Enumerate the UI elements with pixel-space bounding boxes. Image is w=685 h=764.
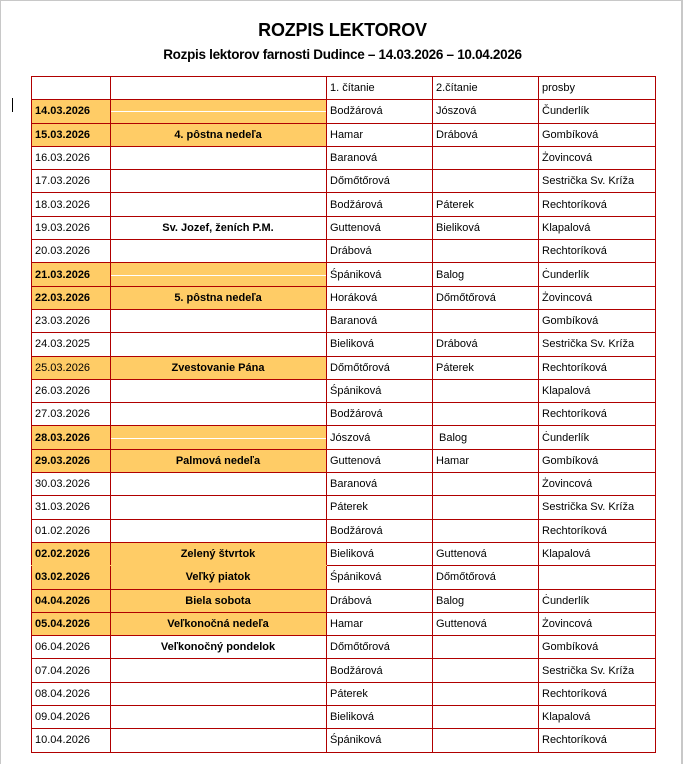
prayers-cell-text: Ċunderlík — [542, 431, 590, 444]
occasion-cell[interactable] — [111, 309, 327, 332]
prayers-cell[interactable] — [539, 706, 656, 729]
occasion-cell[interactable] — [111, 146, 327, 169]
occasion-cell[interactable] — [111, 240, 327, 263]
occasion-cell[interactable] — [111, 659, 327, 682]
reading-1-cell-text: Bodžárová — [330, 664, 383, 677]
prayers-cell-text: Gombíková — [542, 128, 599, 141]
table-header-row — [32, 77, 656, 100]
reading-1-cell[interactable] — [327, 729, 433, 752]
reading-2-cell-text: Bieliková — [436, 221, 481, 234]
table-row — [32, 216, 656, 239]
prayers-cell[interactable] — [539, 146, 656, 169]
reading-2-cell[interactable] — [433, 216, 539, 239]
date-cell[interactable] — [32, 566, 111, 589]
reading-2-cell-text: Jószová — [436, 105, 477, 118]
table-row — [32, 542, 656, 565]
date-cell[interactable] — [32, 170, 111, 193]
date-cell-text: 10.04.2026 — [35, 734, 91, 747]
table-row — [32, 403, 656, 426]
occasion-cell[interactable] — [111, 612, 327, 635]
prayers-cell-text: Klapalová — [542, 385, 591, 397]
prayers-cell[interactable] — [539, 729, 656, 752]
date-cell[interactable] — [32, 612, 111, 635]
date-cell[interactable] — [32, 146, 111, 169]
prayers-cell[interactable] — [539, 403, 656, 426]
prayers-cell[interactable] — [539, 566, 656, 589]
reading-2-cell[interactable] — [433, 542, 539, 565]
reading-1-cell-text: Páterek — [330, 501, 368, 514]
reading-1-cell[interactable] — [327, 682, 433, 705]
prayers-cell[interactable] — [539, 356, 656, 379]
occasion-cell[interactable] — [111, 333, 327, 356]
table-row — [32, 100, 656, 123]
reading-2-cell[interactable] — [433, 333, 539, 356]
table-row — [32, 636, 656, 659]
reading-2-cell[interactable] — [433, 123, 539, 146]
date-cell-text: 01.02.2026 — [35, 524, 91, 537]
reading-1-cell-text: Śpániková — [330, 734, 382, 747]
prayers-cell[interactable] — [539, 612, 656, 635]
date-cell-text: 05.04.2026 — [35, 617, 91, 630]
prayers-cell[interactable] — [539, 240, 656, 263]
occasion-cell[interactable] — [111, 566, 327, 589]
date-cell-text: 06.04.2026 — [35, 641, 91, 654]
reading-2-cell[interactable] — [433, 589, 539, 612]
date-cell-text: 15.03.2026 — [35, 128, 91, 141]
prayers-cell-text: Klapalová — [542, 548, 591, 561]
reading-2-cell-text: Dőmőtőrová — [436, 291, 496, 304]
header-prayers[interactable]: prosby — [539, 77, 656, 100]
occasion-cell-text: Biela sobota — [185, 594, 251, 607]
reading-1-cell[interactable] — [327, 426, 433, 449]
reading-1-cell-text: Śpániková — [330, 571, 382, 584]
occasion-cell[interactable] — [111, 542, 327, 565]
prayers-cell[interactable] — [539, 379, 656, 402]
prayers-cell-text: Gombíková — [542, 315, 599, 328]
reading-2-cell[interactable] — [433, 729, 539, 752]
table-row — [32, 170, 656, 193]
prayers-cell[interactable] — [539, 100, 656, 123]
reading-2-cell[interactable] — [433, 612, 539, 635]
occasion-cell[interactable] — [111, 682, 327, 705]
occasion-cell[interactable] — [111, 263, 327, 286]
reading-2-cell[interactable] — [433, 379, 539, 402]
reading-1-cell[interactable] — [327, 333, 433, 356]
occasion-cell[interactable] — [111, 193, 327, 216]
reading-1-cell[interactable] — [327, 240, 433, 263]
prayers-cell-text: Rechtoríková — [542, 245, 607, 258]
date-cell[interactable] — [32, 636, 111, 659]
date-cell[interactable] — [32, 729, 111, 752]
reading-1-cell-text: Páterek — [330, 687, 368, 700]
reading-1-cell[interactable] — [327, 123, 433, 146]
date-cell[interactable] — [32, 216, 111, 239]
date-cell[interactable] — [32, 100, 111, 123]
reading-1-cell[interactable] — [327, 216, 433, 239]
reading-1-cell[interactable] — [327, 403, 433, 426]
occasion-cell-text: 4. pôstna nedeľa — [174, 128, 262, 141]
reading-2-cell[interactable] — [433, 636, 539, 659]
reading-1-cell-text: Guttenová — [330, 454, 381, 467]
date-cell[interactable] — [32, 333, 111, 356]
date-cell-text: 07.04.2026 — [35, 664, 91, 677]
occasion-cell-text: Zvestovanie Pána — [171, 361, 265, 374]
reading-2-cell-text: Páterek — [436, 361, 474, 374]
table-row — [32, 379, 656, 402]
date-cell-text: 31.03.2026 — [35, 501, 91, 514]
prayers-cell-text: Żovincová — [542, 617, 593, 630]
occasion-cell-text: Veľkonočná nedeľa — [167, 617, 269, 630]
reading-2-cell[interactable] — [433, 263, 539, 286]
lector-schedule-table — [31, 76, 656, 753]
table-row — [32, 240, 656, 263]
table-row — [32, 193, 656, 216]
table-row — [32, 473, 656, 496]
table-row — [32, 496, 656, 519]
reading-2-cell[interactable] — [433, 193, 539, 216]
date-cell-text: 25.03.2026 — [35, 361, 91, 374]
prayers-cell[interactable] — [539, 589, 656, 612]
reading-2-cell[interactable] — [433, 309, 539, 332]
reading-1-cell[interactable] — [327, 170, 433, 193]
date-cell-text: 03.02.2026 — [35, 571, 91, 584]
date-cell-text: 21.03.2026 — [35, 268, 91, 281]
date-cell-text: 02.02.2026 — [35, 548, 91, 561]
reading-1-cell[interactable] — [327, 636, 433, 659]
prayers-cell[interactable] — [539, 286, 656, 309]
reading-2-cell-text: Balog — [439, 431, 468, 444]
reading-2-cell-text: Balog — [436, 594, 465, 607]
reading-1-cell-text: Hamar — [330, 617, 364, 630]
prayers-cell[interactable] — [539, 426, 656, 449]
reading-2-cell[interactable] — [433, 286, 539, 309]
date-cell[interactable] — [32, 286, 111, 309]
prayers-cell[interactable] — [539, 473, 656, 496]
prayers-cell-text: Sestrička Sv. Kríža — [542, 664, 635, 677]
prayers-cell-text: Klapalová — [542, 711, 591, 724]
prayers-cell[interactable] — [539, 519, 656, 542]
reading-2-cell[interactable] — [433, 426, 539, 449]
table-row — [32, 426, 656, 449]
reading-1-cell-text: Bodžárová — [330, 408, 383, 421]
prayers-cell-text: Gombíková — [542, 641, 599, 654]
header-reading-1[interactable]: 1. čítanie — [327, 77, 433, 100]
reading-2-cell[interactable] — [433, 496, 539, 519]
date-cell-text: 30.03.2026 — [35, 478, 91, 491]
table-row — [32, 682, 656, 705]
date-cell-text: 19.03.2026 — [35, 221, 91, 234]
date-cell[interactable] — [32, 519, 111, 542]
reading-1-cell-text: Drábová — [330, 594, 372, 607]
table-row — [32, 356, 656, 379]
date-cell[interactable] — [32, 123, 111, 146]
table-row — [32, 263, 656, 286]
table-row — [32, 146, 656, 169]
date-cell[interactable] — [32, 309, 111, 332]
occasion-cell[interactable] — [111, 100, 327, 123]
occasion-cell-text: Sv. Jozef, ženích P.M. — [162, 221, 274, 234]
header-reading-2[interactable]: 2.čítanie — [433, 77, 539, 100]
reading-1-cell[interactable] — [327, 542, 433, 565]
date-cell-text: 04.04.2026 — [35, 594, 91, 607]
reading-1-cell-text: Śpániková — [330, 385, 382, 397]
reading-2-cell-text: Páterek — [436, 198, 474, 211]
reading-1-cell[interactable] — [327, 519, 433, 542]
date-cell[interactable] — [32, 403, 111, 426]
prayers-cell-text: Żovincová — [542, 478, 593, 491]
prayers-cell-text: Sestrička Sv. Kríža — [542, 175, 635, 188]
document-subtitle: Rozpis lektorov farnosti Dudince – 14.03.2026 – 10.04.2026 — [163, 47, 522, 62]
reading-2-cell-text: Hamar — [436, 454, 470, 467]
reading-2-cell[interactable] — [433, 356, 539, 379]
reading-1-cell[interactable] — [327, 309, 433, 332]
occasion-cell[interactable] — [111, 473, 327, 496]
date-cell-text: 23.03.2026 — [35, 315, 91, 328]
table-row — [32, 309, 656, 332]
reading-1-cell[interactable] — [327, 100, 433, 123]
prayers-cell-text: Rechtoríková — [542, 361, 607, 374]
prayers-cell[interactable] — [539, 659, 656, 682]
reading-1-cell[interactable] — [327, 286, 433, 309]
table-row — [32, 286, 656, 309]
date-cell-text: 17.03.2026 — [35, 175, 91, 188]
occasion-cell[interactable] — [111, 589, 327, 612]
reading-1-cell-text: Jószová — [330, 431, 371, 444]
date-cell-text: 09.04.2026 — [35, 711, 91, 724]
text-cursor — [12, 98, 13, 112]
date-cell-text: 18.03.2026 — [35, 198, 91, 211]
occasion-cell[interactable] — [111, 706, 327, 729]
occasion-cell-text: Veľký piatok — [185, 571, 251, 584]
date-cell[interactable] — [32, 193, 111, 216]
occasion-cell[interactable] — [111, 636, 327, 659]
reading-1-cell[interactable] — [327, 263, 433, 286]
prayers-cell[interactable] — [539, 193, 656, 216]
occasion-cell-text: 5. pôstna nedeľa — [174, 291, 262, 304]
reading-1-cell-text: Dőmőtőrová — [330, 361, 390, 374]
date-cell[interactable] — [32, 682, 111, 705]
reading-2-cell[interactable] — [433, 170, 539, 193]
occasion-cell[interactable] — [111, 286, 327, 309]
table-row — [32, 449, 656, 472]
occasion-cell[interactable] — [111, 519, 327, 542]
reading-1-cell[interactable] — [327, 193, 433, 216]
occasion-cell-text: Veľkonočný pondelok — [160, 641, 276, 654]
date-cell-text: 26.03.2026 — [35, 385, 91, 397]
reading-1-cell-text: Bodžárová — [330, 524, 383, 537]
reading-2-cell-text: Guttenová — [436, 548, 487, 561]
reading-2-cell-text: Drábová — [436, 338, 478, 351]
date-cell[interactable] — [32, 589, 111, 612]
reading-2-cell[interactable] — [433, 100, 539, 123]
table-body — [32, 100, 656, 752]
date-cell[interactable] — [32, 356, 111, 379]
occasion-cell[interactable] — [111, 216, 327, 239]
reading-1-cell-text: Baranová — [330, 315, 378, 328]
prayers-cell[interactable] — [539, 309, 656, 332]
reading-1-cell[interactable] — [327, 379, 433, 402]
date-cell-text: 20.03.2026 — [35, 245, 91, 258]
occasion-cell[interactable] — [111, 449, 327, 472]
occasion-cell[interactable] — [111, 356, 327, 379]
reading-1-cell-text: Horáková — [330, 291, 378, 304]
prayers-cell[interactable] — [539, 333, 656, 356]
prayers-cell-text: Klapalová — [542, 221, 591, 234]
prayers-cell[interactable] — [539, 123, 656, 146]
prayers-cell-text: Rechtoríková — [542, 524, 607, 537]
prayers-cell-text: Żovincová — [542, 291, 593, 304]
date-cell-text: 08.04.2026 — [35, 687, 91, 700]
reading-1-cell[interactable] — [327, 146, 433, 169]
prayers-cell-text: Sestrička Sv. Kríža — [542, 501, 635, 514]
occasion-cell[interactable] — [111, 123, 327, 146]
reading-2-cell[interactable] — [433, 519, 539, 542]
header-occasion[interactable] — [111, 77, 327, 100]
reading-1-cell[interactable] — [327, 706, 433, 729]
reading-2-cell-text: Balog — [436, 268, 465, 281]
reading-1-cell-text: Guttenová — [330, 221, 381, 234]
table-row — [32, 333, 656, 356]
reading-2-cell[interactable] — [433, 449, 539, 472]
date-cell[interactable] — [32, 426, 111, 449]
prayers-cell[interactable] — [539, 636, 656, 659]
reading-2-cell-text: Drábová — [436, 128, 478, 141]
table-row — [32, 566, 656, 589]
date-cell[interactable] — [32, 659, 111, 682]
occasion-cell[interactable] — [111, 496, 327, 519]
prayers-cell-text: Čunderlík — [542, 105, 590, 118]
prayers-cell-text: Ċunderlík — [542, 268, 590, 281]
prayers-cell[interactable] — [539, 216, 656, 239]
reading-2-cell-text: Guttenová — [436, 617, 487, 630]
prayers-cell[interactable] — [539, 682, 656, 705]
date-cell[interactable] — [32, 449, 111, 472]
prayers-cell-text: Ċunderlík — [542, 594, 590, 607]
reading-2-cell[interactable] — [433, 659, 539, 682]
reading-1-cell-text: Śpániková — [330, 268, 382, 281]
date-cell-text: 14.03.2026 — [35, 105, 91, 118]
date-cell-text: 24.03.2025 — [35, 338, 91, 351]
occasion-cell-text: Zelený štvrtok — [180, 548, 256, 561]
header-date[interactable] — [32, 77, 111, 100]
prayers-cell[interactable] — [539, 170, 656, 193]
reading-1-cell-text: Baranová — [330, 152, 378, 165]
reading-1-cell[interactable] — [327, 589, 433, 612]
reading-2-cell[interactable] — [433, 240, 539, 263]
date-cell[interactable] — [32, 473, 111, 496]
table-row — [32, 706, 656, 729]
reading-1-cell[interactable] — [327, 496, 433, 519]
date-cell[interactable] — [32, 496, 111, 519]
prayers-cell-text: Gombíková — [542, 454, 599, 467]
reading-1-cell-text: Dőmőtőrová — [330, 175, 390, 188]
table-row — [32, 519, 656, 542]
prayers-cell[interactable] — [539, 542, 656, 565]
reading-1-cell-text: Bieliková — [330, 548, 375, 561]
reading-1-cell[interactable] — [327, 612, 433, 635]
reading-1-cell[interactable] — [327, 473, 433, 496]
prayers-cell-text: Rechtoríková — [542, 734, 607, 747]
occasion-cell[interactable] — [111, 426, 327, 449]
date-cell-text: 29.03.2026 — [35, 454, 91, 467]
prayers-cell[interactable] — [539, 449, 656, 472]
reading-2-cell-text: Dőmőtőrová — [436, 571, 496, 584]
reading-1-cell-text: Bodžárová — [330, 198, 383, 211]
date-cell[interactable] — [32, 706, 111, 729]
prayers-cell-text: Rechtoríková — [542, 408, 607, 421]
table-row — [32, 589, 656, 612]
reading-1-cell[interactable] — [327, 659, 433, 682]
reading-2-cell[interactable] — [433, 706, 539, 729]
occasion-cell-text: Palmová nedeľa — [175, 454, 261, 467]
reading-1-cell[interactable] — [327, 449, 433, 472]
date-cell[interactable] — [32, 542, 111, 565]
reading-1-cell-text: Hamar — [330, 128, 364, 141]
reading-2-cell[interactable] — [433, 146, 539, 169]
date-cell-text: 16.03.2026 — [35, 152, 91, 165]
document-title: ROZPIS LEKTOROV — [258, 20, 427, 40]
date-cell-text: 27.03.2026 — [35, 408, 91, 421]
date-cell-text: 22.03.2026 — [35, 291, 91, 304]
table-row — [32, 729, 656, 752]
date-cell[interactable] — [32, 379, 111, 402]
reading-1-cell-text: Dőmőtőrová — [330, 641, 390, 654]
reading-1-cell[interactable] — [327, 356, 433, 379]
reading-1-cell-text: Baranová — [330, 478, 378, 491]
date-cell-text: 28.03.2026 — [35, 431, 91, 444]
reading-1-cell-text: Bieliková — [330, 711, 375, 724]
occasion-cell[interactable] — [111, 170, 327, 193]
reading-1-cell-text: Drábová — [330, 245, 372, 258]
date-cell[interactable] — [32, 240, 111, 263]
date-cell[interactable] — [32, 263, 111, 286]
occasion-cell[interactable] — [111, 379, 327, 402]
table-row — [32, 612, 656, 635]
reading-1-cell-text: Bieliková — [330, 338, 375, 351]
table-row — [32, 123, 656, 146]
reading-2-cell[interactable] — [433, 566, 539, 589]
table-row — [32, 659, 656, 682]
occasion-cell[interactable] — [111, 403, 327, 426]
prayers-cell-text: Sestrička Sv. Kríža — [542, 338, 635, 351]
prayers-cell-text: Żovincová — [542, 152, 593, 165]
reading-2-cell[interactable] — [433, 403, 539, 426]
reading-1-cell[interactable] — [327, 566, 433, 589]
occasion-cell[interactable] — [111, 729, 327, 752]
reading-2-cell[interactable] — [433, 682, 539, 705]
prayers-cell-text: Rechtoríková — [542, 198, 607, 211]
reading-1-cell-text: Bodžárová — [330, 105, 383, 118]
reading-2-cell[interactable] — [433, 473, 539, 496]
prayers-cell[interactable] — [539, 263, 656, 286]
prayers-cell[interactable] — [539, 496, 656, 519]
prayers-cell-text: Rechtoríková — [542, 687, 607, 700]
